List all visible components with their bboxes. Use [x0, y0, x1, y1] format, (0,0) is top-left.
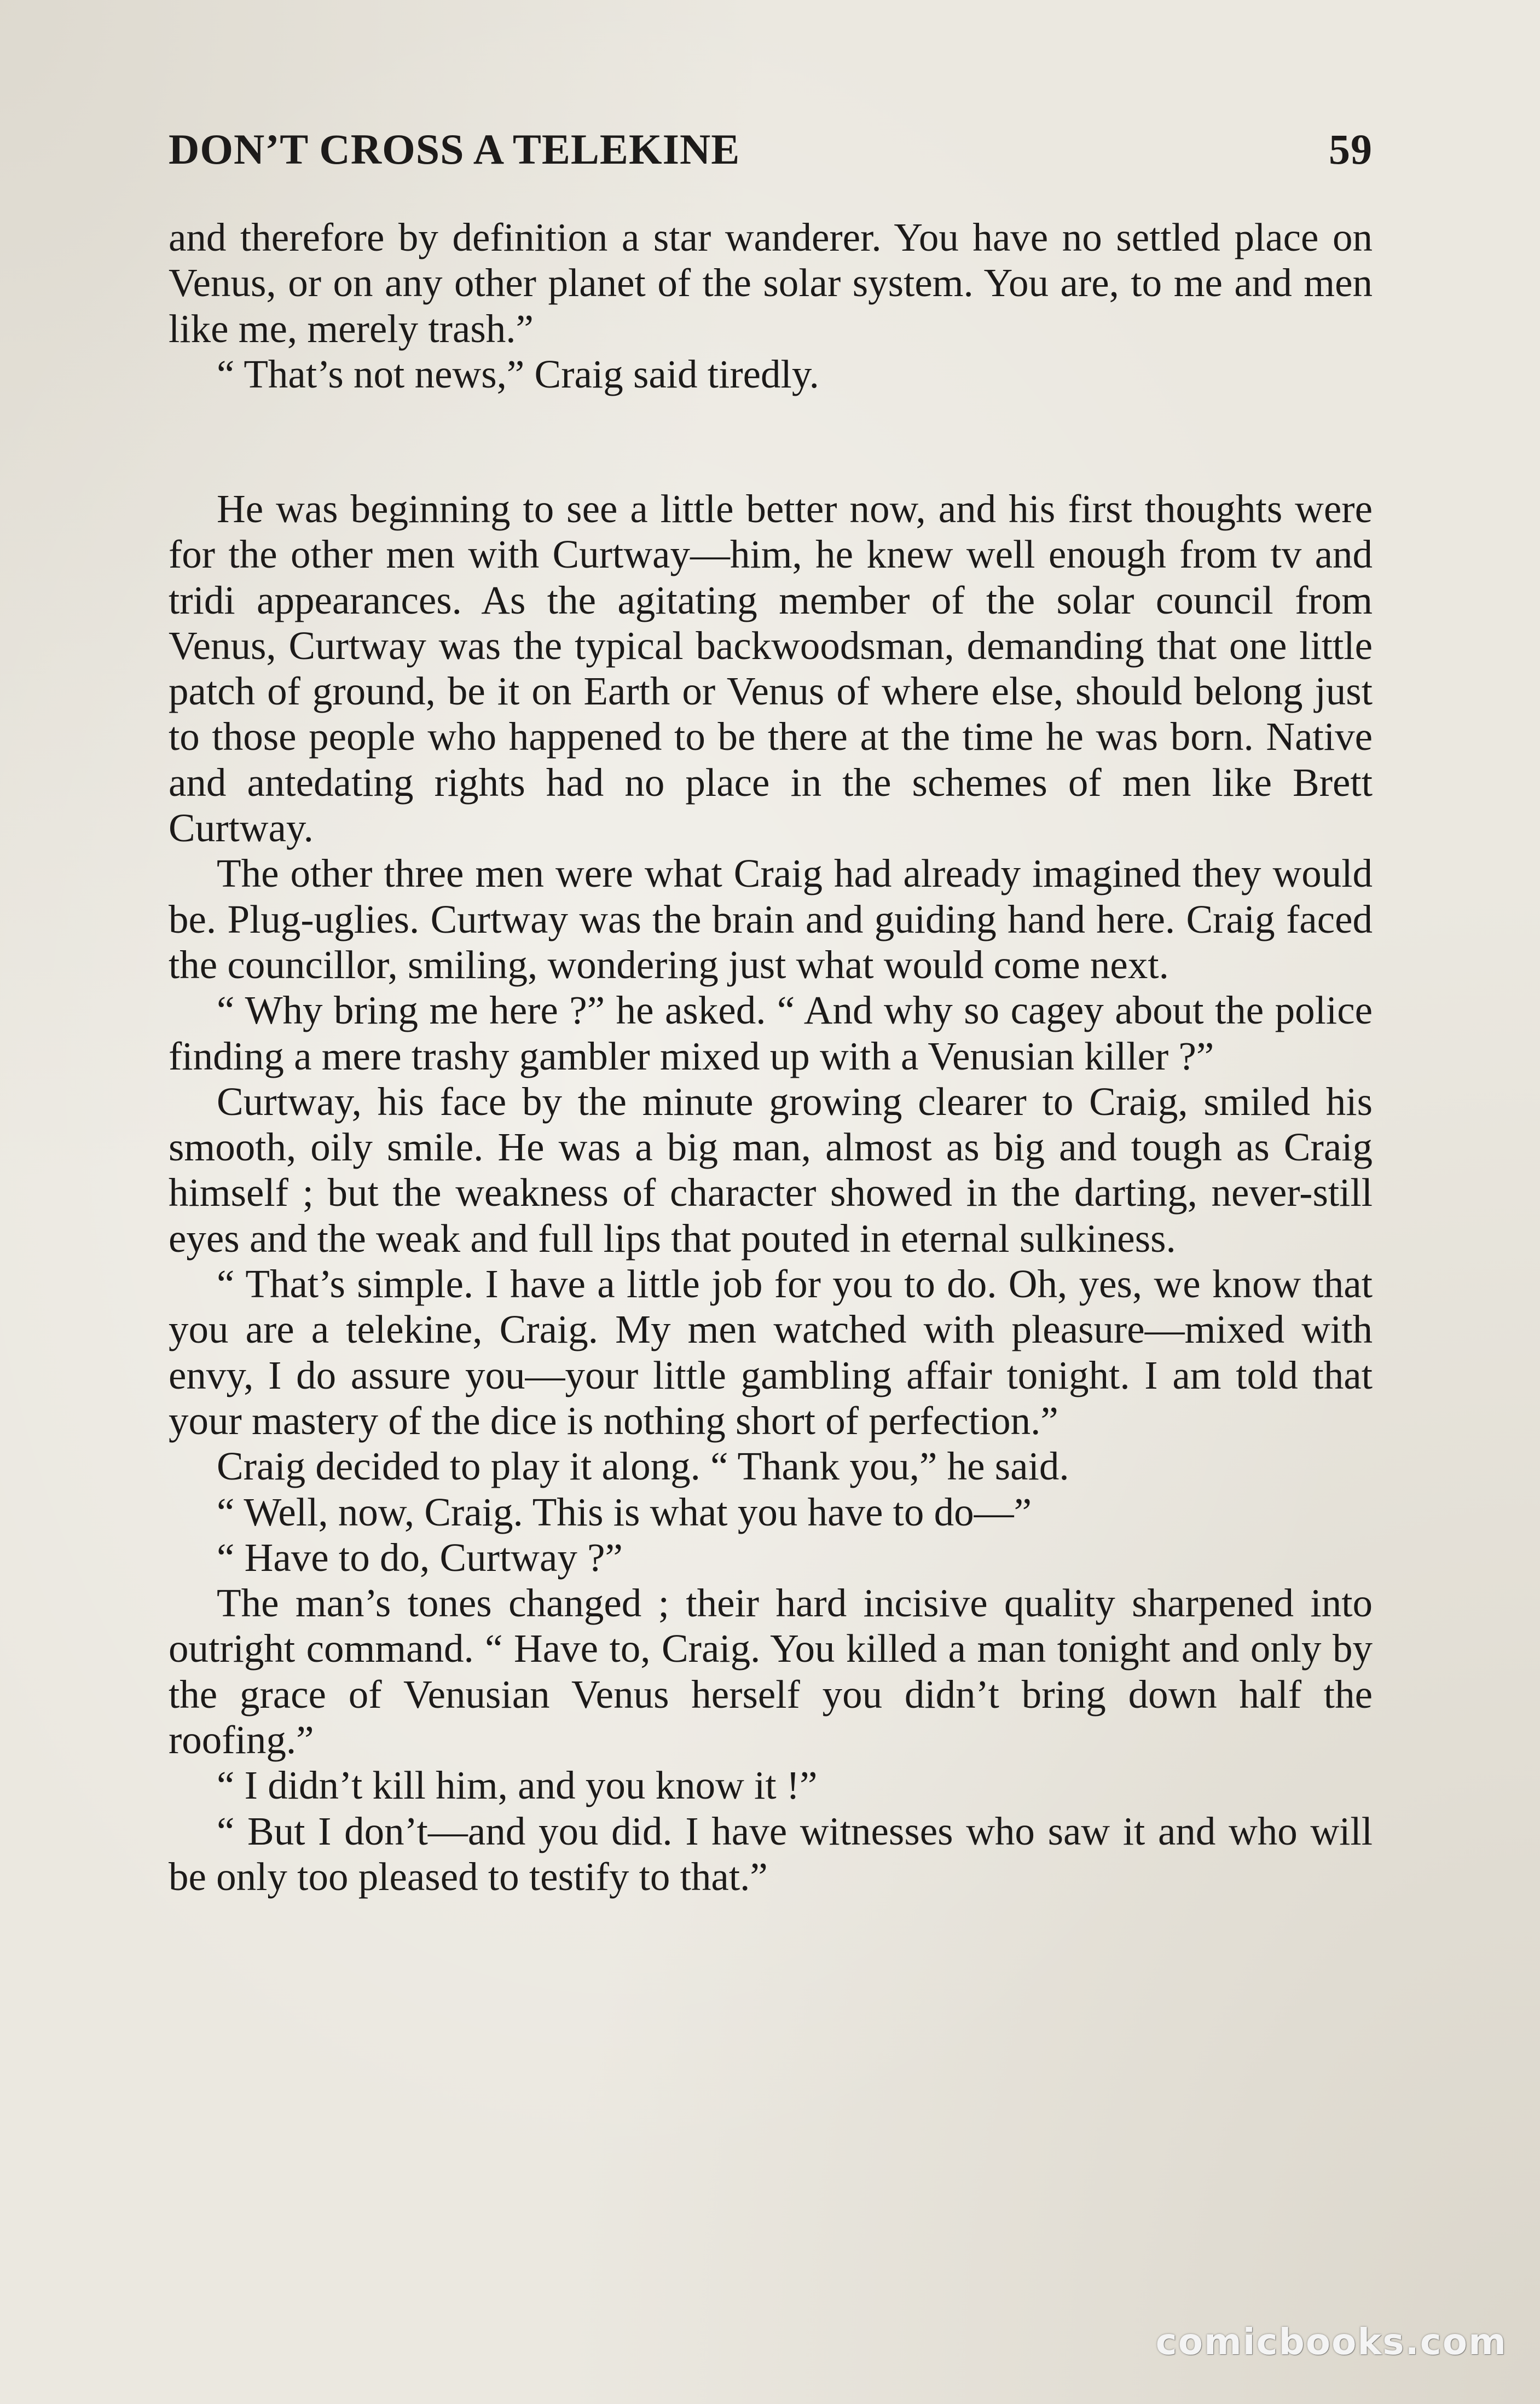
paragraph: Craig decided to play it along. “ Thank you,” he said. [217, 1444, 1069, 1489]
site-watermark: comicbooks.com [1155, 2321, 1507, 2363]
paragraph: Curtway, his face by the minute growing clearer to Craig, smiled his smooth, oily smile. He was a big man, almost as big and tough as Craig himself ; but the weakness of character showed in the darting, never-still eyes and the weak and full lips that pouted in eternal sulkiness. [169, 1079, 1373, 1261]
text-section-continued [169, 215, 1373, 397]
paragraph: The man’s tones changed ; their hard incisive quality sharpened into outright command. “ Have to, Craig. You killed a man tonight and only by the grace of Venusian Venus herself you didn’t bring down half the roofing.” [169, 1581, 1373, 1762]
paragraph: The other three men were what Craig had already imagined they would be. Plug-uglies. Curtway was the brain and guiding hand here. Craig faced the councillor, smiling, wondering just what would come next. [169, 851, 1373, 987]
paragraph: “ But I don’t—and you did. I have witnesses who saw it and who will be only too pleased to testify to that.” [169, 1808, 1373, 1899]
page-number: 59 [1329, 125, 1373, 173]
running-head [169, 119, 1373, 180]
paragraph: “ That’s simple. I have a little job for you to do. Oh, yes, we know that you are a telekine, Craig. My men watched with pleasure—mixed with envy, I do assure you—your little gambling affair tonight. I am told that your mastery of the dice is nothing short of perfection.” [169, 1262, 1373, 1443]
paragraph: “ Have to do, Curtway ?” [217, 1535, 623, 1580]
paragraph: “ Why bring me here ?” he asked. “ And why so cagey about the police finding a mere trashy gambler mixed up with a Venusian killer ?” [169, 988, 1373, 1078]
text-section [169, 486, 1373, 1899]
paragraph: He was beginning to see a little better now, and his first thoughts were for the other men with Curtway—him, he knew well enough from tv and tridi appearances. As the agitating member of the solar council from Venus, Curtway was the typical backwoodsman, demanding that one little patch of ground, be it on Earth or Venus of where else, should belong just to those people who happened to be there at the time he was born. Native and antedating rights had no place in the schemes of men like Brett Curtway. [169, 487, 1373, 851]
paragraph: and therefore by definition a star wanderer. You have no settled place on Venus, or on any other planet of the solar system. You are, to me and men like me, merely trash.” [169, 215, 1373, 351]
paragraph: “ I didn’t kill him, and you know it !” [217, 1763, 818, 1808]
paragraph: “ Well, now, Craig. This is what you have to do—” [217, 1489, 1032, 1534]
chapter-title: DON’T CROSS A TELEKINE [169, 125, 740, 173]
paragraph: “ That’s not news,” Craig said tiredly. [217, 351, 819, 396]
